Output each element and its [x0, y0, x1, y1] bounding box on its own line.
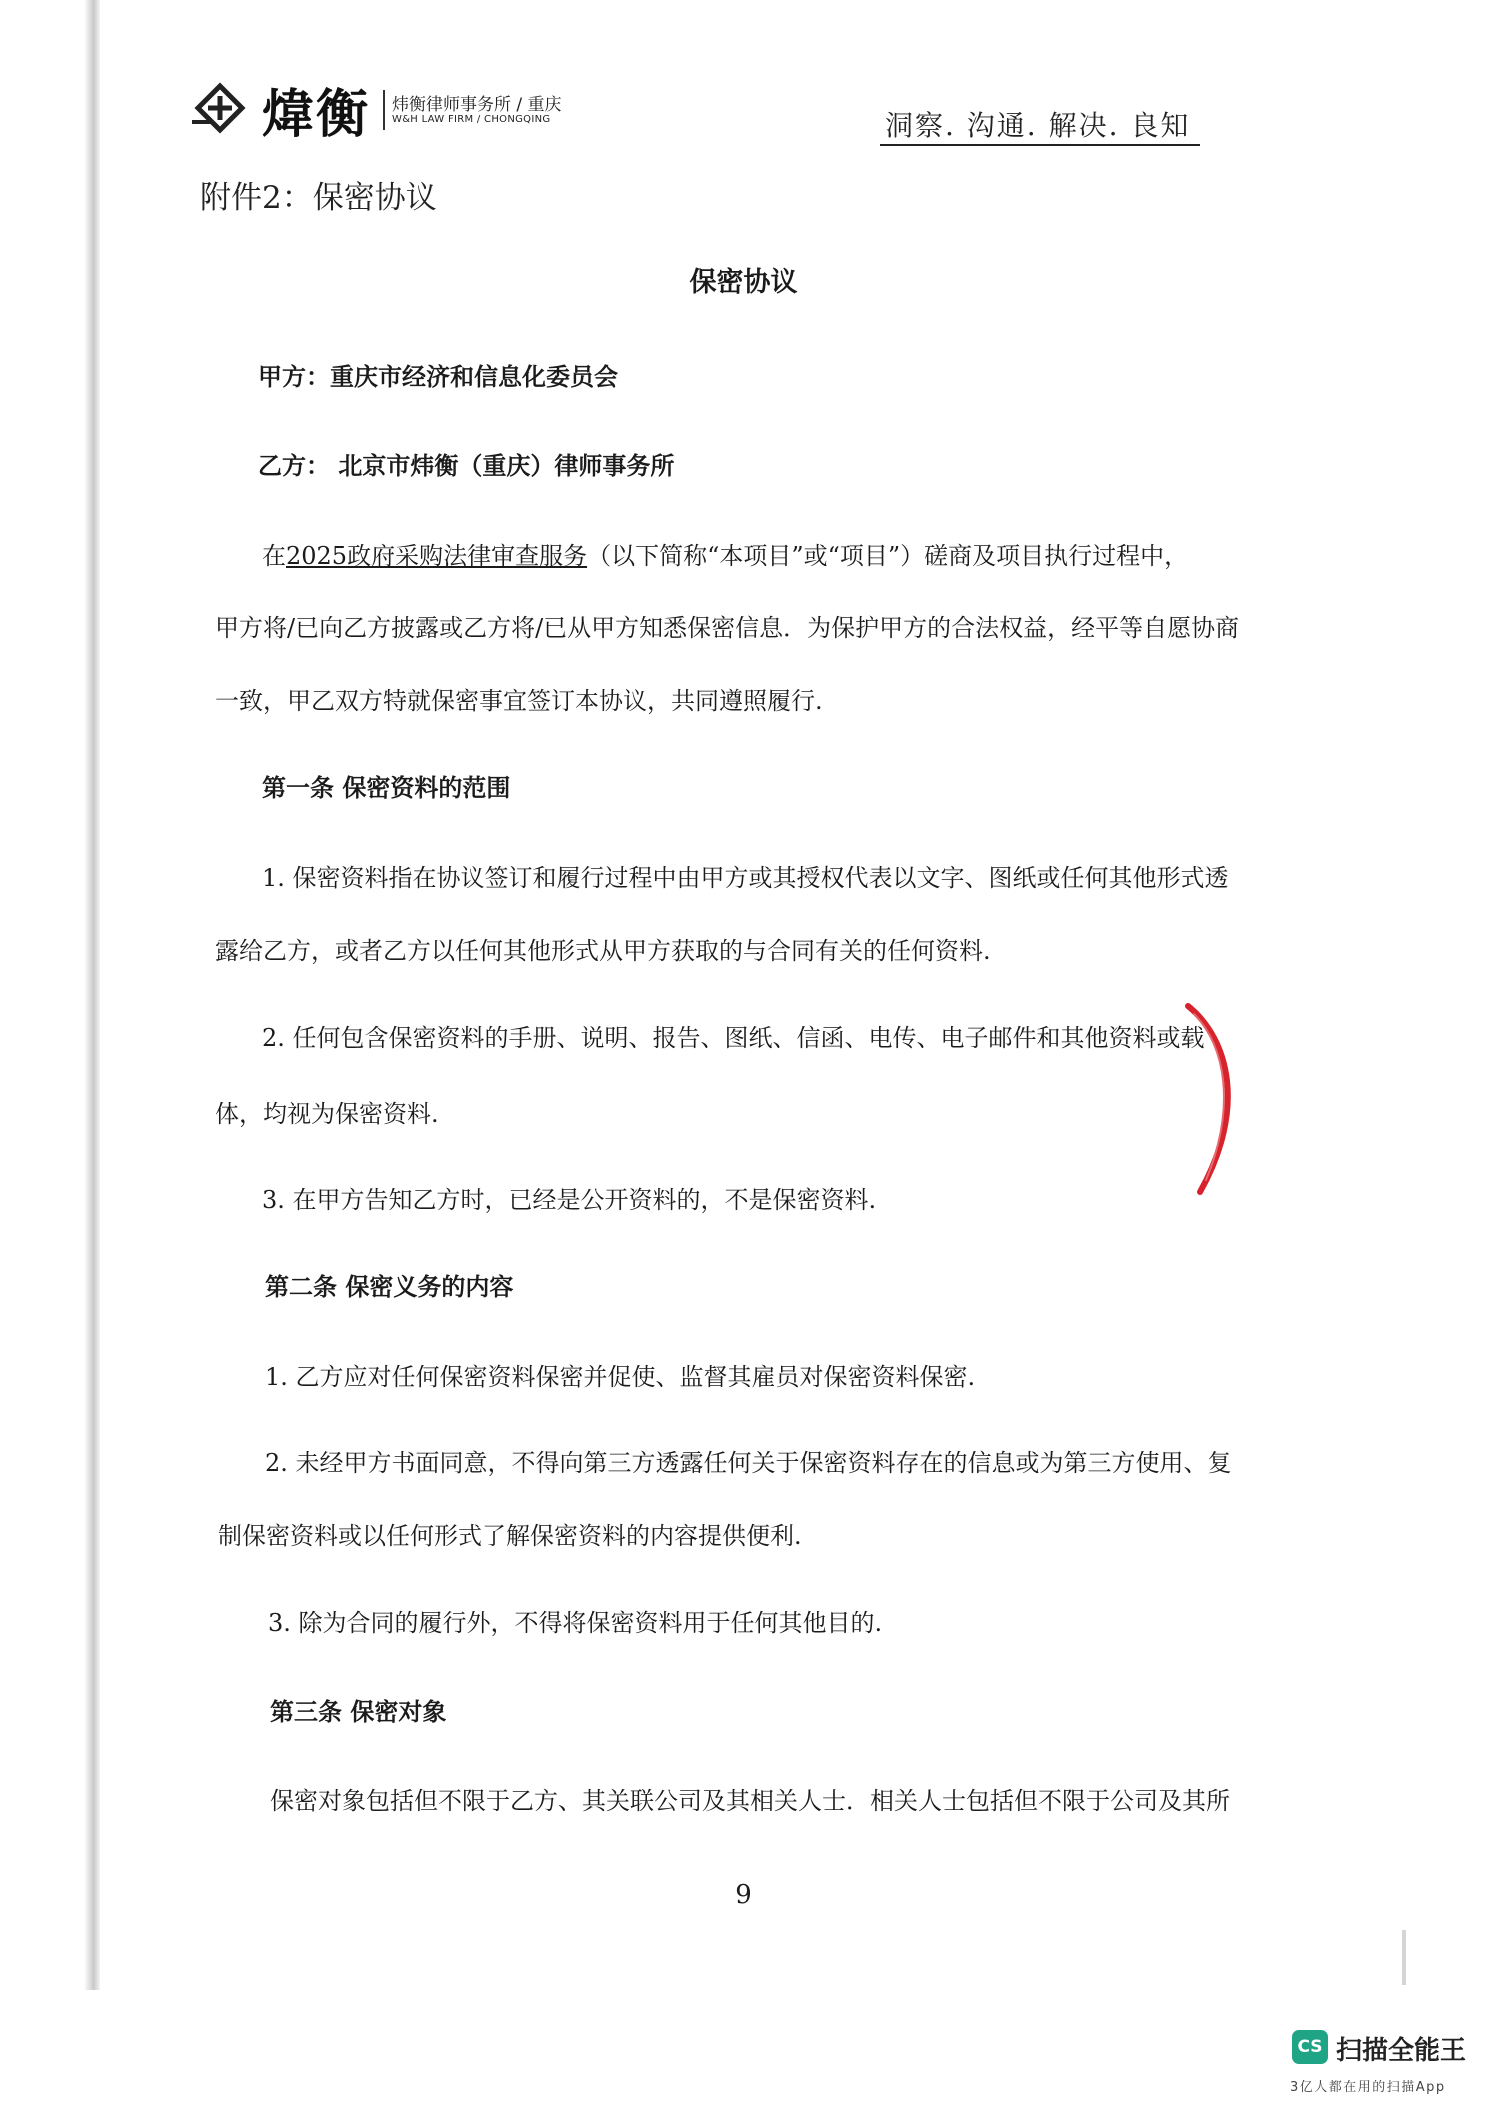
header-rule	[880, 144, 1200, 146]
intro-prefix: 在	[262, 542, 286, 570]
seal-stamp-edge	[1180, 1000, 1250, 1200]
article-3-heading: 第三条 保密对象	[270, 1697, 447, 1726]
intro-suffix: （以下简称“本项目”或“项目”）磋商及项目执行过程中，	[587, 542, 1189, 570]
page-number: 9	[735, 1880, 752, 1910]
logo-divider	[383, 90, 385, 130]
firm-name-en: W&H LAW FIRM / CHONGQING	[392, 114, 551, 125]
article-2-item-2-line-1: 2. 未经甲方书面同意，不得向第三方透露任何关于保密资料存在的信息或为第三方使用、复	[265, 1449, 1232, 1477]
article-1-item-1-line-2: 露给乙方，或者乙方以任何其他形式从甲方获取的与合同有关的任何资料.	[215, 937, 991, 965]
article-1-item-3: 3. 在甲方告知乙方时，已经是公开资料的，不是保密资料.	[262, 1186, 877, 1214]
document-title: 保密协议	[689, 267, 798, 298]
intro-line-3: 一致，甲乙双方特就保密事宜签订本协议，共同遵照履行.	[215, 687, 823, 715]
attachment-label: 附件2：保密协议	[200, 180, 437, 216]
firm-name-cn: 炜衡律师事务所 / 重庆	[392, 95, 562, 115]
firm-slogan: 洞察. 沟通. 解决. 良知	[885, 109, 1191, 142]
article-2-item-2-line-2: 制保密资料或以任何形式了解保密资料的内容提供便利.	[218, 1522, 802, 1550]
party-b: 乙方： 北京市炜衡（重庆）律师事务所	[258, 451, 675, 480]
article-1-item-2-line-2: 体，均视为保密资料.	[215, 1100, 439, 1128]
intro-line-2: 甲方将/已向乙方披露或乙方将/已从甲方知悉保密信息．为保护甲方的合法权益，经平等自愿协商	[215, 614, 1240, 642]
camscanner-tagline: 3亿人都在用的扫描App	[1290, 2080, 1446, 2095]
article-1-item-2-line-1: 2. 任何包含保密资料的手册、说明、报告、图纸、信函、电传、电子邮件和其他资料或载	[262, 1024, 1205, 1052]
article-1-item-1-line-1: 1. 保密资料指在协议签订和履行过程中由甲方或其授权代表以文字、图纸或任何其他形式透	[262, 864, 1229, 892]
article-2-item-1: 1. 乙方应对任何保密资料保密并促使、监督其雇员对保密资料保密.	[265, 1363, 976, 1391]
camscanner-name: 扫描全能王	[1336, 2036, 1467, 2066]
article-1-heading: 第一条 保密资料的范围	[262, 773, 511, 802]
article-3-line-1: 保密对象包括但不限于乙方、其关联公司及其相关人士．相关人士包括但不限于公司及其所	[270, 1787, 1230, 1815]
article-2-item-3: 3. 除为合同的履行外，不得将保密资料用于任何其他目的.	[268, 1609, 883, 1637]
scan-artifact-mark	[1402, 1930, 1406, 1985]
camscanner-logo-icon: CS	[1292, 2030, 1328, 2064]
firm-logo-icon	[190, 78, 250, 138]
project-name: 2025政府采购法律审查服务	[286, 542, 588, 570]
intro-line-1	[262, 536, 1188, 571]
party-a: 甲方：重庆市经济和信息化委员会	[258, 362, 618, 391]
article-2-heading: 第二条 保密义务的内容	[265, 1272, 514, 1301]
firm-logo-text: 煒衡	[262, 84, 371, 145]
